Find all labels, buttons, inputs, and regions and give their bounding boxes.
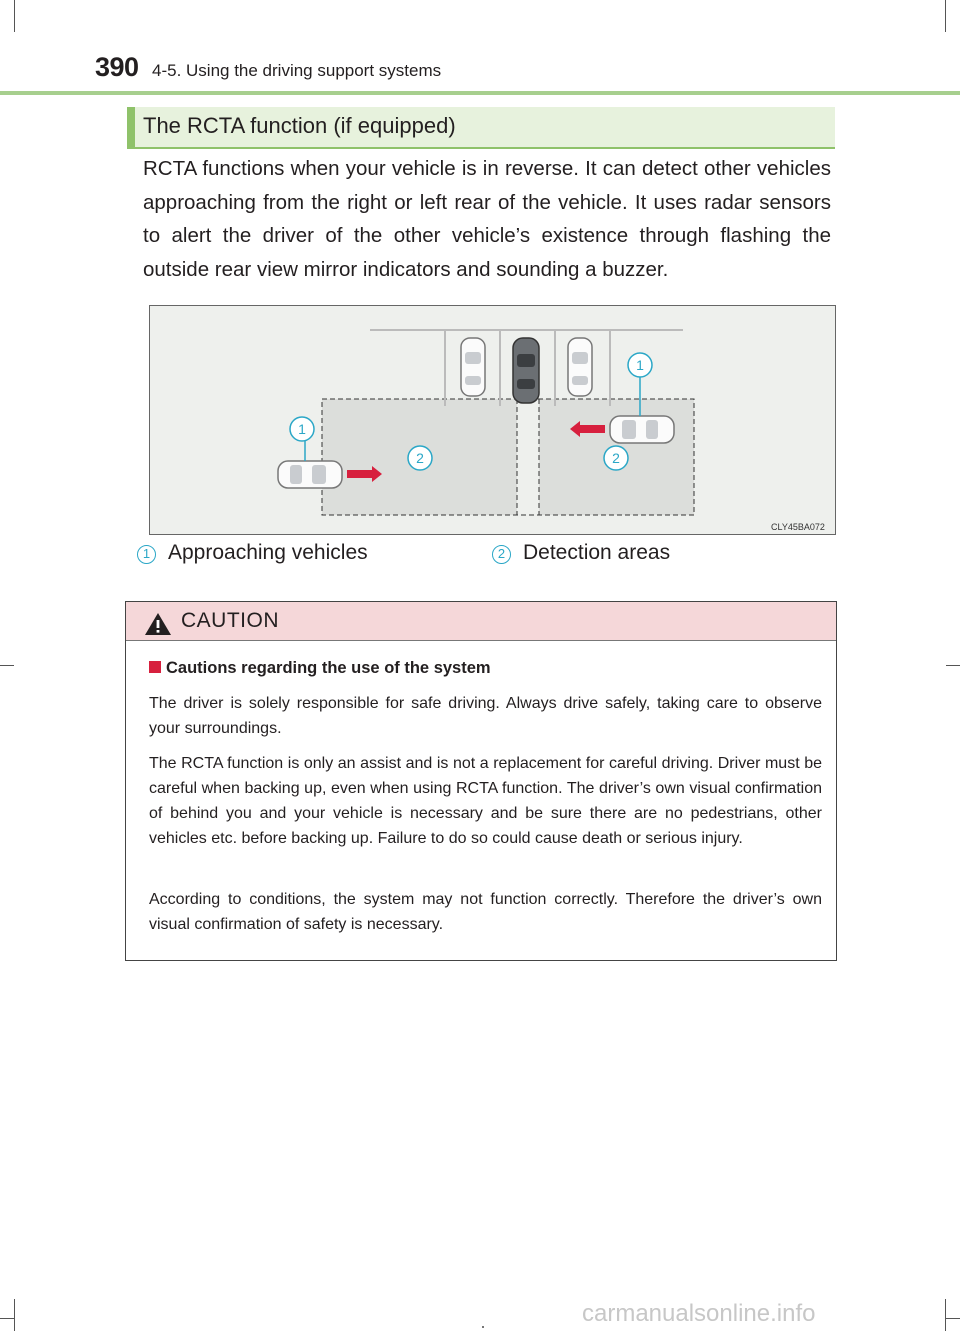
heading-rule <box>127 147 835 149</box>
caution-paragraph-3: According to conditions, the system may not function correctly. Therefore the driver’s own visual confirmation of safety is necessary. <box>149 891 822 933</box>
warning-icon <box>144 612 172 636</box>
parked-car-left <box>461 338 485 396</box>
callout-1-right <box>628 353 652 377</box>
crop-mark <box>946 1318 960 1319</box>
crop-mark <box>0 665 14 666</box>
crop-mark <box>945 1299 946 1331</box>
legend-number-2: 2 <box>492 545 511 564</box>
svg-text:1: 1 <box>298 421 306 437</box>
parked-car-right <box>568 338 592 396</box>
svg-text:1: 1 <box>636 357 644 373</box>
intro-paragraph: RCTA functions when your vehicle is in reverse. It can detect other vehicles approaching from the right or left rear of the vehicle. It uses radar sensors to alert the driver of the other vehicle’s existence through flashing the outside rear view mirror indicators and sounding a buzzer. <box>143 157 831 281</box>
caution-subheading <box>149 659 491 678</box>
own-vehicle <box>513 338 539 403</box>
section-title: 4-5. Using the driving support systems <box>152 61 442 80</box>
crop-mark <box>946 665 960 666</box>
svg-text:2: 2 <box>416 450 424 466</box>
watermark: carmanualsonline.info <box>582 1300 816 1327</box>
page-number: 390 <box>95 52 139 82</box>
crop-mark <box>0 1318 14 1319</box>
approaching-vehicle-right <box>610 416 674 443</box>
header-rule <box>0 91 960 95</box>
heading-accent-bar <box>127 107 135 147</box>
caution-subheading-text: Cautions regarding the use of the system <box>166 659 491 677</box>
callout-2-left <box>408 446 432 470</box>
crop-mark <box>14 1299 15 1331</box>
legend-label-2: Detection areas <box>523 541 671 564</box>
section-heading: The RCTA function (if equipped) <box>143 113 456 138</box>
legend-label-1: Approaching vehicles <box>168 541 368 564</box>
rcta-diagram <box>150 306 834 533</box>
caution-paragraph-1: The driver is solely responsible for safe driving. Always drive safely, taking care to observe your surroundings. <box>149 695 822 737</box>
crop-mark <box>945 0 946 32</box>
rcta-illustration <box>149 305 836 535</box>
caution-label: CAUTION <box>181 609 279 632</box>
bullet-square-icon <box>149 661 161 673</box>
svg-text:2: 2 <box>612 450 620 466</box>
legend-number-1: 1 <box>137 545 156 564</box>
callout-1-left <box>290 417 314 441</box>
callout-2-right <box>604 446 628 470</box>
figure-code: CLY45BA072 <box>771 522 825 532</box>
crop-mark <box>14 0 15 32</box>
footer-dot <box>482 1326 484 1328</box>
caution-paragraph-2: The RCTA function is only an assist and is not a replacement for careful driving. Driver must be careful when backing up, even when using RCTA function. The driver’s own visual confirmation of behind you and your vehicle is necessary and be sure there are no pedestrians, other vehicles etc. before backing up. Failure to do so could cause death or serious injury. <box>149 755 822 847</box>
approaching-vehicle-left <box>278 461 342 488</box>
